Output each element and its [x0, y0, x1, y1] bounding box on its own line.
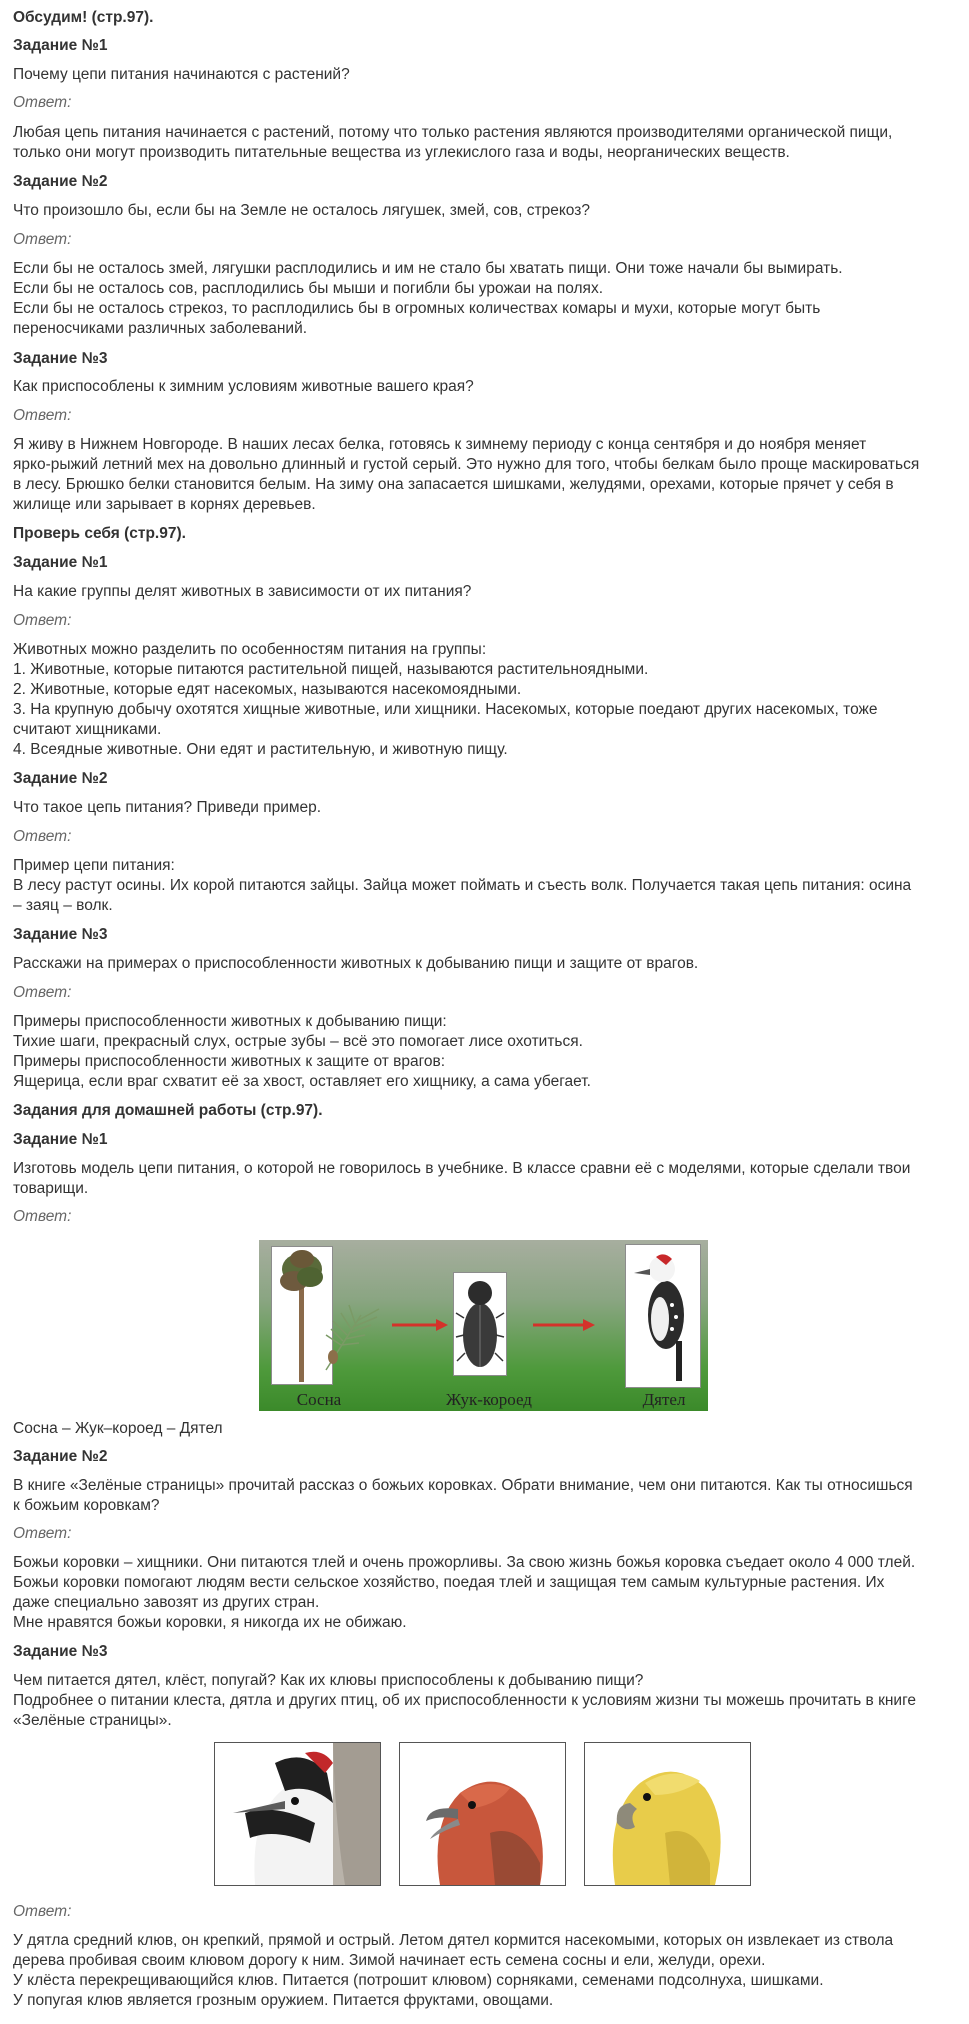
task-title: Задание №2 — [13, 173, 108, 190]
answer-line: У дятла средний клюв, он крепкий, прямой и острый. Летом дятел кормится насекомыми, которых он извлекает из ствола — [13, 1932, 894, 1949]
crossbill-portrait — [399, 1742, 566, 1886]
answer-line: Божьи коровки помогают людям вести сельское хозяйство, поедая тлей и защищая тем самым культурные растения. Их — [13, 1574, 885, 1591]
answer-line: – заяц – волк. — [13, 897, 113, 914]
answer-line: только они могут производить питательные вещества из углекислого газа и воды, неорганических веществ. — [13, 144, 790, 161]
answer-line: Мне нравятся божьи коровки, я никогда их не обижаю. — [13, 1614, 407, 1631]
task-question: Почему цепи питания начинаются с растений? — [13, 66, 350, 83]
parrot-icon — [585, 1743, 750, 1885]
answer-line: Тихие шаги, прекрасный слух, острые зубы – всё это помогает лисе охотиться. — [13, 1033, 583, 1050]
question-line: В книге «Зелёные страницы» прочитай рассказ о божьих коровках. Обрати внимание, чем они питаются. Как ты относишься — [13, 1477, 913, 1494]
task-title: Задание №1 — [13, 37, 108, 54]
question-line: «Зелёные страницы». — [13, 1712, 172, 1729]
answer-line: Божьи коровки – хищники. Они питаются тлей и очень прожорливы. За свою жизнь божья коровка съедает около 4 000 тлей. — [13, 1554, 916, 1571]
task-title: Задание №1 — [13, 1131, 108, 1148]
answer-line: ярко-рыжий летний мех на довольно длинный и густой серый. Это нужно для того, чтобы белкам было проще маскироваться — [13, 456, 920, 473]
task-question: Что такое цепь питания? Приведи пример. — [13, 799, 322, 816]
chain-label-woodpecker: Дятел — [642, 1390, 686, 1409]
bark-beetle-icon — [454, 1273, 506, 1375]
task-question: Что произошло бы, если бы на Земле не осталось лягушек, змей, сов, стрекоз? — [13, 202, 590, 219]
task-title: Задание №2 — [13, 1448, 108, 1465]
task-title: Задание №3 — [13, 350, 108, 367]
answer-line: В лесу растут осины. Их корой питаются зайцы. Зайца может поймать и съесть волк. Получается такая цепь питания: осина — [13, 877, 912, 894]
food-chain-image — [259, 1240, 708, 1411]
answer-label: Ответ: — [13, 94, 72, 111]
beetle-panel — [453, 1272, 507, 1376]
task-title: Задание №3 — [13, 926, 108, 943]
answer-text — [13, 259, 959, 339]
answer-line: переносчиками различных заболеваний. — [13, 320, 308, 337]
answer-line: 3. На крупную добычу охотятся хищные животные, или хищники. Насекомых, которые поедают других насекомых, тоже — [13, 701, 878, 718]
answer-line: Примеры приспособленности животных к защите от врагов: — [13, 1053, 446, 1070]
section-heading-discuss: Обсудим! (стр.97). — [13, 9, 154, 26]
task-title: Задание №3 — [13, 1643, 108, 1660]
task-question: На какие группы делят животных в зависимости от их питания? — [13, 583, 472, 600]
task-question: Расскажи на примерах о приспособленности животных к добыванию пищи и защите от врагов. — [13, 955, 699, 972]
chain-label-beetle: Жук-короед — [446, 1390, 532, 1409]
answer-line: считают хищниками. — [13, 721, 162, 738]
answer-line: 2. Животные, которые едят насекомых, называются насекомоядными. — [13, 681, 522, 698]
answer-label: Ответ: — [13, 828, 72, 845]
answer-line: Если бы не осталось стрекоз, то расплодились бы в огромных количествах комары и мухи, которые могут быть — [13, 300, 821, 317]
answer-line: жилище или зарывает в корнях деревьев. — [13, 496, 316, 513]
answer-text — [13, 856, 959, 916]
answer-line: дерева пробивая своим клювом дорогу к ним. Зимой начинает есть семена сосны и ели, желуди, орехи. — [13, 1952, 766, 1969]
answer-line: Примеры приспособленности животных к добыванию пищи: — [13, 1013, 447, 1030]
answer-text — [13, 123, 959, 163]
answer-label: Ответ: — [13, 231, 72, 248]
task-title: Задание №1 — [13, 554, 108, 571]
section-heading-check: Проверь себя (стр.97). — [13, 525, 186, 542]
chain-caption: Сосна – Жук–короед – Дятел — [13, 1420, 223, 1437]
answer-label: Ответ: — [13, 1525, 72, 1542]
woodpecker-head-icon — [215, 1743, 380, 1885]
answer-label: Ответ: — [13, 1903, 72, 1920]
answer-line: 4. Всеядные животные. Они едят и растительную, и животную пищу. — [13, 741, 508, 758]
arrow-icon — [392, 1318, 448, 1332]
woodpecker-icon — [626, 1245, 700, 1387]
answer-text — [13, 1012, 959, 1092]
arrow-icon — [533, 1318, 595, 1332]
task-question: Как приспособлены к зимним условиям животные вашего края? — [13, 378, 474, 395]
question-line: Изготовь модель цепи питания, о которой не говорилось в учебнике. В классе сравни её с моделями, которые сделали твои — [13, 1160, 911, 1177]
answer-text — [13, 640, 959, 760]
answer-line: Если бы не осталось сов, расплодились бы мыши и погибли бы урожаи на полях. — [13, 280, 604, 297]
question-line: к божьим коровкам? — [13, 1497, 160, 1514]
answer-line: Любая цепь питания начинается с растений, потому что только растения являются производителями органической пищи, — [13, 124, 893, 141]
answer-line: Ящерица, если враг схватит её за хвост, оставляет его хищнику, а сама убегает. — [13, 1073, 591, 1090]
answer-line: Я живу в Нижнем Новгороде. В наших лесах белка, готовясь к зимнему периоду с конца сентября и до ноября меняет — [13, 436, 867, 453]
woodpecker-panel — [625, 1244, 701, 1388]
answer-line: в лесу. Брюшко белки становится белым. На зиму она запасается шишками, желудями, орехами, которые прячет у себя в — [13, 476, 894, 493]
question-line: товарищи. — [13, 1180, 89, 1197]
parrot-portrait — [584, 1742, 751, 1886]
section-heading-home: Задания для домашней работы (стр.97). — [13, 1102, 323, 1119]
task-question — [13, 1671, 959, 1731]
crossbill-icon — [400, 1743, 565, 1885]
answer-label: Ответ: — [13, 984, 72, 1001]
task-question — [13, 1476, 959, 1516]
answer-label: Ответ: — [13, 407, 72, 424]
answer-label: Ответ: — [13, 1208, 72, 1225]
answer-text — [13, 435, 959, 515]
task-question — [13, 1159, 959, 1199]
answer-line: У клёста перекрещивающийся клюв. Питается (потрошит клювом) сорняками, семенами подсолнуха, шишками. — [13, 1972, 824, 1989]
answer-text — [13, 1931, 959, 2011]
answer-label: Ответ: — [13, 612, 72, 629]
answer-line: Пример цепи питания: — [13, 857, 175, 874]
answer-text — [13, 1553, 959, 1633]
chain-label-pine: Сосна — [296, 1390, 342, 1409]
woodpecker-portrait — [214, 1742, 381, 1886]
answer-line: 1. Животные, которые питаются растительной пищей, называются растительноядными. — [13, 661, 649, 678]
answer-line: У попугая клюв является грозным оружием. Питается фруктами, овощами. — [13, 1992, 554, 2009]
task-title: Задание №2 — [13, 770, 108, 787]
answer-line: Животных можно разделить по особенностям питания на группы: — [13, 641, 487, 658]
question-line: Чем питается дятел, клёст, попугай? Как их клювы приспособлены к добыванию пищи? — [13, 1672, 644, 1689]
pine-branch-icon — [321, 1295, 383, 1375]
answer-line: даже специально завозят из других стран. — [13, 1594, 320, 1611]
answer-line: Если бы не осталось змей, лягушки расплодились и им не стало бы хватать пищи. Они тоже начали бы вымирать. — [13, 260, 843, 277]
question-line: Подробнее о питании клеста, дятла и других птиц, об их приспособленности к условиям жизни ты можешь прочитать в книге — [13, 1692, 917, 1709]
